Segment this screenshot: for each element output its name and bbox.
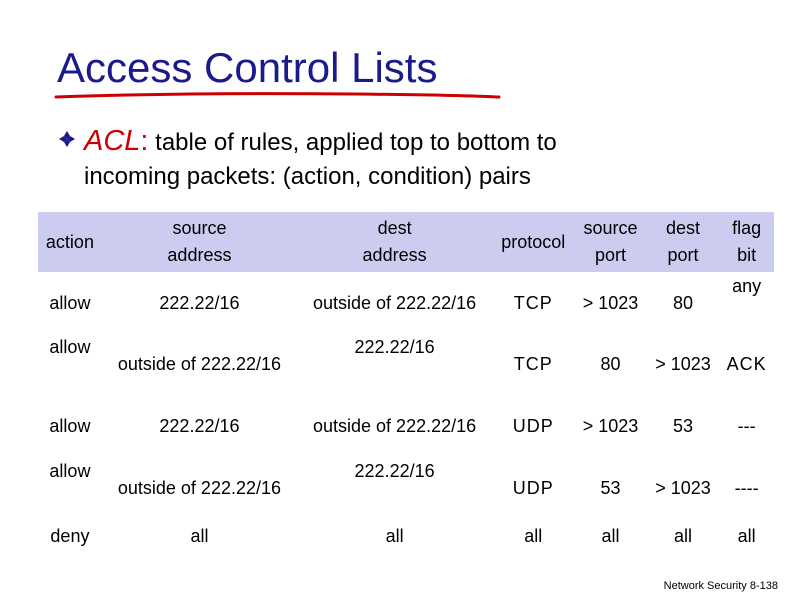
header-source-port: [574, 212, 646, 272]
slide-title: Access Control Lists: [57, 44, 438, 91]
cell-protocol: UDP: [512, 478, 554, 498]
acl-term: ACL: [84, 125, 141, 157]
bullet-line-2: incoming packets: (action, condition) pairs: [84, 163, 531, 190]
header-dest-address: [297, 212, 492, 272]
cell-source-address: outside of 222.22/16: [117, 478, 282, 498]
cell-source-address: 222.22/16: [159, 416, 240, 436]
cell-source-address: 222.22/16: [159, 292, 240, 313]
footer-page-number: 8-138: [749, 580, 778, 592]
title-underline: [54, 84, 504, 106]
footer-label: Network Security: [663, 580, 747, 592]
cell-flag-bit: ----: [734, 478, 759, 498]
header-source-address: [102, 212, 297, 272]
cell-action: deny: [50, 526, 90, 546]
cell-dest-address: all: [385, 526, 404, 546]
table-row: [38, 519, 774, 553]
header-text: source: [583, 218, 638, 238]
cell-dest-address: outside of 222.22/16: [313, 416, 477, 436]
cell-source-address: outside of 222.22/16: [117, 354, 282, 374]
bullet-text-1: table of rules, applied top to bottom to: [148, 129, 557, 156]
cell-protocol: all: [524, 526, 543, 546]
cell-dest-port: 80: [672, 292, 693, 313]
cell-action: allow: [49, 461, 91, 481]
header-text: action: [45, 231, 94, 252]
cell-source-port: 80: [600, 354, 621, 374]
cell-flag-bit: any: [732, 276, 762, 296]
table-row: [38, 333, 774, 395]
header-text: dest: [665, 218, 700, 238]
cell-flag-bit: ACK: [726, 354, 767, 374]
header-text: source: [172, 218, 227, 238]
cell-source-port: > 1023: [582, 292, 639, 313]
cell-protocol: TCP: [513, 292, 553, 313]
header-flag-bit: [719, 212, 774, 272]
header-dest-port: [647, 212, 719, 272]
header-text: flag: [732, 218, 762, 238]
cell-source-address: all: [190, 526, 209, 546]
cell-dest-port: > 1023: [655, 354, 711, 374]
cell-dest-address: 222.22/16: [354, 461, 435, 481]
header-protocol: [492, 212, 574, 272]
acl-separator: :: [140, 125, 149, 157]
diamond-bullet-icon: [58, 130, 76, 148]
cell-flag-bit: all: [737, 526, 756, 546]
header-action: [38, 212, 102, 272]
bullet-line-1: [84, 124, 557, 160]
table-row: [38, 395, 774, 457]
cell-source-port: > 1023: [582, 416, 639, 436]
cell-source-port: 53: [600, 478, 621, 498]
header-text: port: [667, 245, 699, 265]
header-text: port: [595, 245, 627, 265]
header-text: protocol: [501, 231, 566, 252]
cell-source-port: all: [601, 526, 620, 546]
table-row: [38, 457, 774, 519]
acl-table: [38, 212, 774, 553]
cell-flag-bit: ---: [737, 416, 756, 436]
cell-dest-port: 53: [672, 416, 693, 436]
cell-action: allow: [49, 416, 91, 436]
table-row: [38, 272, 774, 333]
header-text: address: [167, 245, 232, 265]
cell-protocol: TCP: [513, 354, 553, 374]
cell-dest-port: > 1023: [655, 478, 711, 498]
header-text: bit: [737, 245, 757, 265]
cell-protocol: UDP: [512, 416, 554, 436]
slide-footer: [664, 580, 778, 592]
header-text: address: [362, 245, 427, 265]
cell-action: allow: [49, 292, 91, 313]
header-text: dest: [377, 218, 412, 238]
cell-dest-address: outside of 222.22/16: [313, 292, 477, 313]
acl-header-row: [38, 212, 774, 272]
cell-dest-port: all: [673, 526, 692, 546]
cell-action: allow: [49, 337, 91, 357]
cell-dest-address: 222.22/16: [354, 337, 435, 357]
